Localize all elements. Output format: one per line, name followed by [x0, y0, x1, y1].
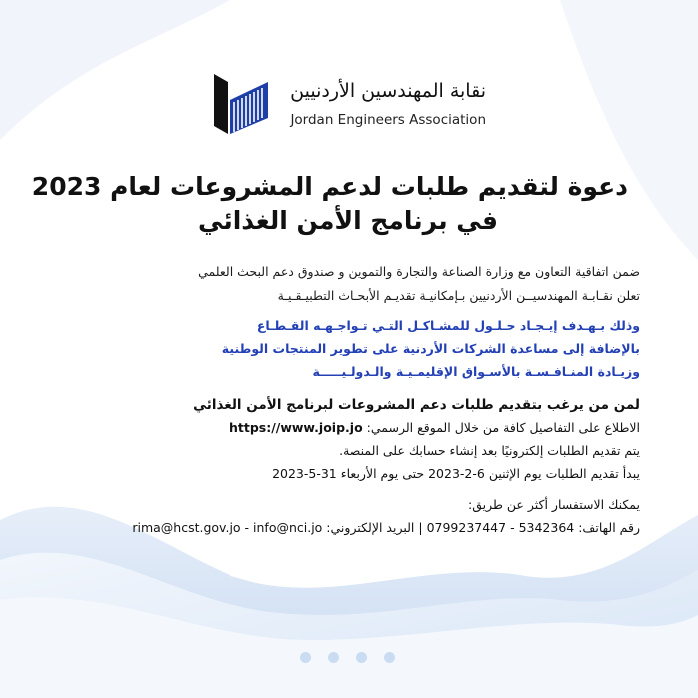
- submit-note: يتم تقديم الطلبات إلكترونيًا بعد إنشاء حسابك على المنصة.: [339, 443, 640, 458]
- page-dot[interactable]: [328, 652, 339, 663]
- heading-line-2: في برنامج الأمن الغذائي: [198, 206, 498, 235]
- website-link[interactable]: https://www.joip.jo: [228, 420, 363, 435]
- heading-line-1: دعوة لتقديم طلبات لدعم المشروعات لعام 2023: [31, 172, 628, 201]
- logo-name-english: Jordan Engineers Association: [290, 112, 486, 128]
- jea-logo-mark: [212, 72, 270, 136]
- details-text: الاطلاع على التفاصيل كافة من خلال الموقع الرسمي:: [366, 420, 640, 435]
- logo-name-arabic: نقابة المهندسين الأردنيين: [290, 80, 486, 102]
- goal-line-1: وذلك بـهـدف إيـجـاد حـلـول للمشـاكـل التـي تـواجـهـه القـطـاع: [256, 318, 640, 333]
- association-logo: [212, 68, 487, 138]
- goal-line-2: بالإضافة إلى مساعدة الشركات الأردنية على تطوير المنتجات الوطنية: [221, 341, 640, 356]
- page-dot[interactable]: [384, 652, 395, 663]
- contact-intro: يمكنك الاستفسار أكثر عن طريق:: [467, 497, 640, 512]
- apply-heading: لمن من يرغب بتقديم طلبات دعم المشروعات لبرنامج الأمن الغذائي: [193, 397, 640, 413]
- intro-line-2: تعلن نقـابـة المهندسيــن الأردنيين بـإمكانيـة تقديـم الأبحـاث التطبيـقـيـة: [277, 288, 640, 303]
- details-line: [229, 420, 640, 435]
- intro-line-1: ضمن اتفاقية التعاون مع وزارة الصناعة والتجارة والتموين و صندوق دعم البحث العلمي: [198, 264, 640, 279]
- contact-details: رقم الهاتف: 5342364 - 0799237447 | البريد الإلكتروني: rima@hcst.gov.jo - info@nci.jo: [132, 520, 640, 535]
- page-dot[interactable]: [356, 652, 367, 663]
- application-dates: يبدأ تقديم الطلبات يوم الإثنين 6-2-2023 حتى يوم الأربعاء 31-5-2023: [272, 466, 640, 481]
- goal-line-3: وزيـادة المنـافـسـة بالأسـواق الإقليمـيـة والـدولـيـــــة: [312, 364, 640, 379]
- pagination-dots: [298, 652, 400, 664]
- page-dot[interactable]: [300, 652, 311, 663]
